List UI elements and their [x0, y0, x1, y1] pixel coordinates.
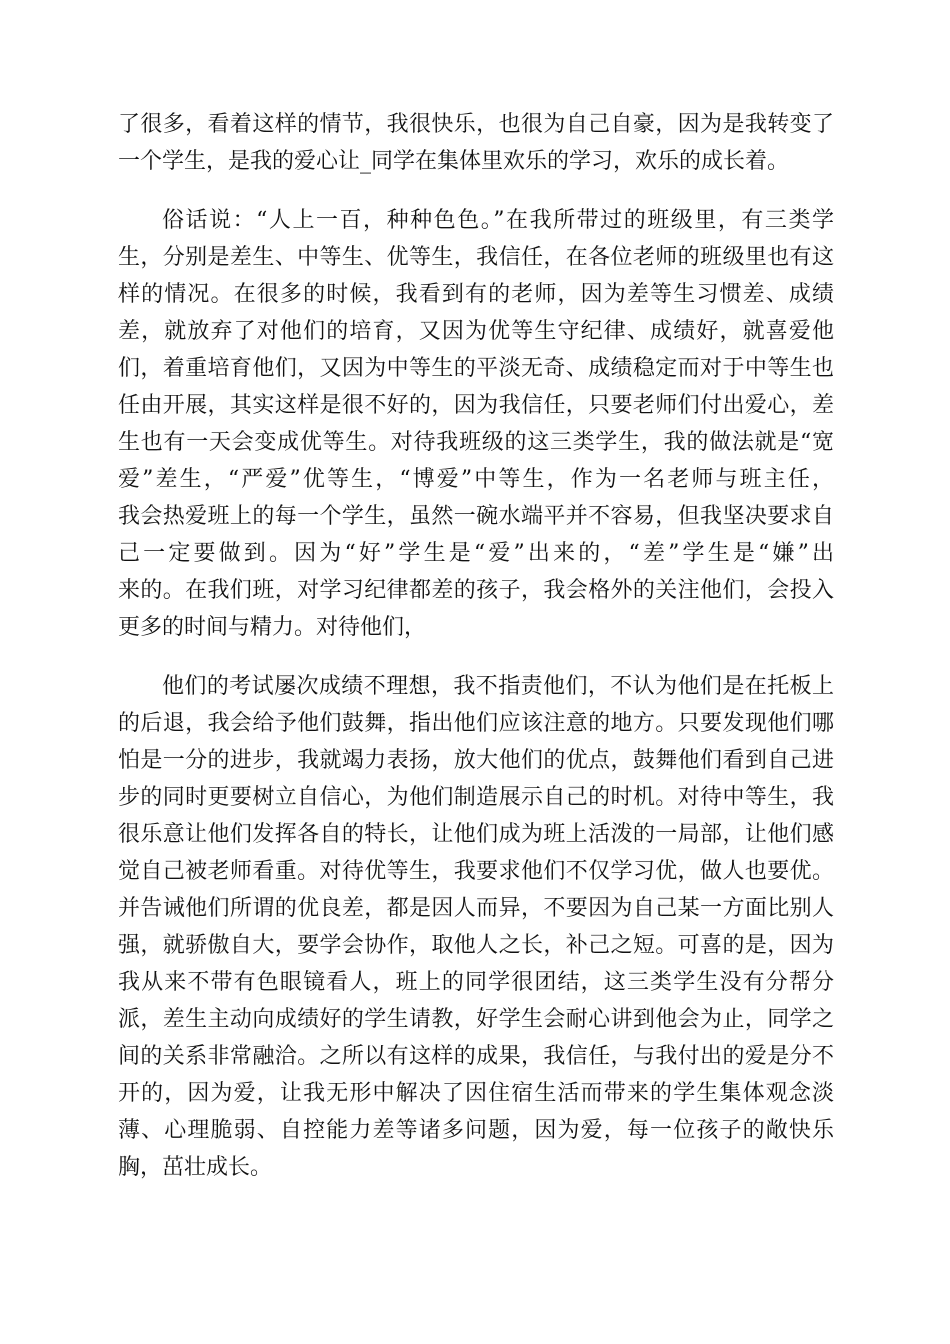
- text-line: 并告诫他们所谓的优良差，都是因人而异，不要因为自己某一方面比别人: [118, 896, 834, 921]
- text-line: 己一定要做到。因为“好”学生是“爱”出来的，“差”学生是“嫌”出: [118, 541, 834, 566]
- text-line: 胸，茁壮成长。: [118, 1155, 273, 1180]
- text-line: 样的情况。在很多的时候，我看到有的老师，因为差等生习惯差、成绩: [118, 282, 834, 307]
- text-line: 我从来不带有色眼镜看人，班上的同学很团结，这三类学生没有分帮分: [118, 970, 834, 995]
- text-line: 怕是一分的进步，我就竭力表扬，放大他们的优点，鼓舞他们看到自己进: [118, 748, 834, 773]
- text-line: 他们的考试屡次成绩不理想，我不指责他们，不认为他们是在托板上: [162, 674, 834, 699]
- text-line: 间的关系非常融洽。之所以有这样的成果，我信任，与我付出的爱是分不: [118, 1044, 834, 1069]
- text-line: 们，着重培育他们，又因为中等生的平淡无奇、成绩稳定而对于中等生也: [118, 356, 834, 381]
- text-line: 薄、心理脆弱、自控能力差等诸多问题，因为爱，每一位孩子的敞快乐: [118, 1118, 834, 1143]
- text-line: 任由开展，其实这样是很不好的，因为我信任，只要老师们付出爱心，差: [118, 393, 834, 418]
- text-line: 差，就放弃了对他们的培育，又因为优等生守纪律、成绩好，就喜爱他: [118, 319, 834, 344]
- paragraph-1: [118, 106, 834, 180]
- paragraph-2: [118, 202, 834, 646]
- text-line: 的后退，我会给予他们鼓舞，指出他们应该注意的地方。只要发现他们哪: [118, 711, 834, 736]
- text-line: 开的，因为爱，让我无形中解决了因住宿生活而带来的学生集体观念淡: [118, 1081, 834, 1106]
- text-line: 爱”差生，“严爱”优等生，“博爱”中等生，作为一名老师与班主任，: [118, 467, 834, 492]
- text-line: 派，差生主动向成绩好的学生请教，好学生会耐心讲到他会为止，同学之: [118, 1007, 834, 1032]
- paragraph-3: [118, 668, 834, 1186]
- text-line: 步的同时更要树立自信心，为他们制造展示自己的时机。对待中等生，我: [118, 785, 834, 810]
- text-line: 强，就骄傲自大，要学会协作，取他人之长，补己之短。可喜的是，因为: [118, 933, 834, 958]
- text-line: 生也有一天会变成优等生。对待我班级的这三类学生，我的做法就是“宽: [118, 430, 834, 455]
- text-line: 生，分别是差生、中等生、优等生，我信任，在各位老师的班级里也有这: [118, 245, 834, 270]
- text-line: 一个学生，是我的爱心让_同学在集体里欢乐的学习，欢乐的成长着。: [118, 149, 790, 174]
- document-page: [118, 106, 834, 1186]
- text-line: 俗话说：“人上一百，种种色色。”在我所带过的班级里，有三类学: [162, 208, 834, 233]
- text-line: 更多的时间与精力。对待他们，: [118, 615, 427, 640]
- text-line: 我会热爱班上的每一个学生，虽然一碗水端平并不容易，但我坚决要求自: [118, 504, 834, 529]
- text-line: 觉自己被老师看重。对待优等生，我要求他们不仅学习优，做人也要优。: [118, 859, 834, 884]
- text-line: 很乐意让他们发挥各自的特长，让他们成为班上活泼的一局部，让他们感: [118, 822, 834, 847]
- text-line: 来的。在我们班，对学习纪律都差的孩子，我会格外的关注他们，会投入: [118, 578, 834, 603]
- text-line: 了很多，看着这样的情节，我很快乐，也很为自己自豪，因为是我转变了: [118, 112, 834, 137]
